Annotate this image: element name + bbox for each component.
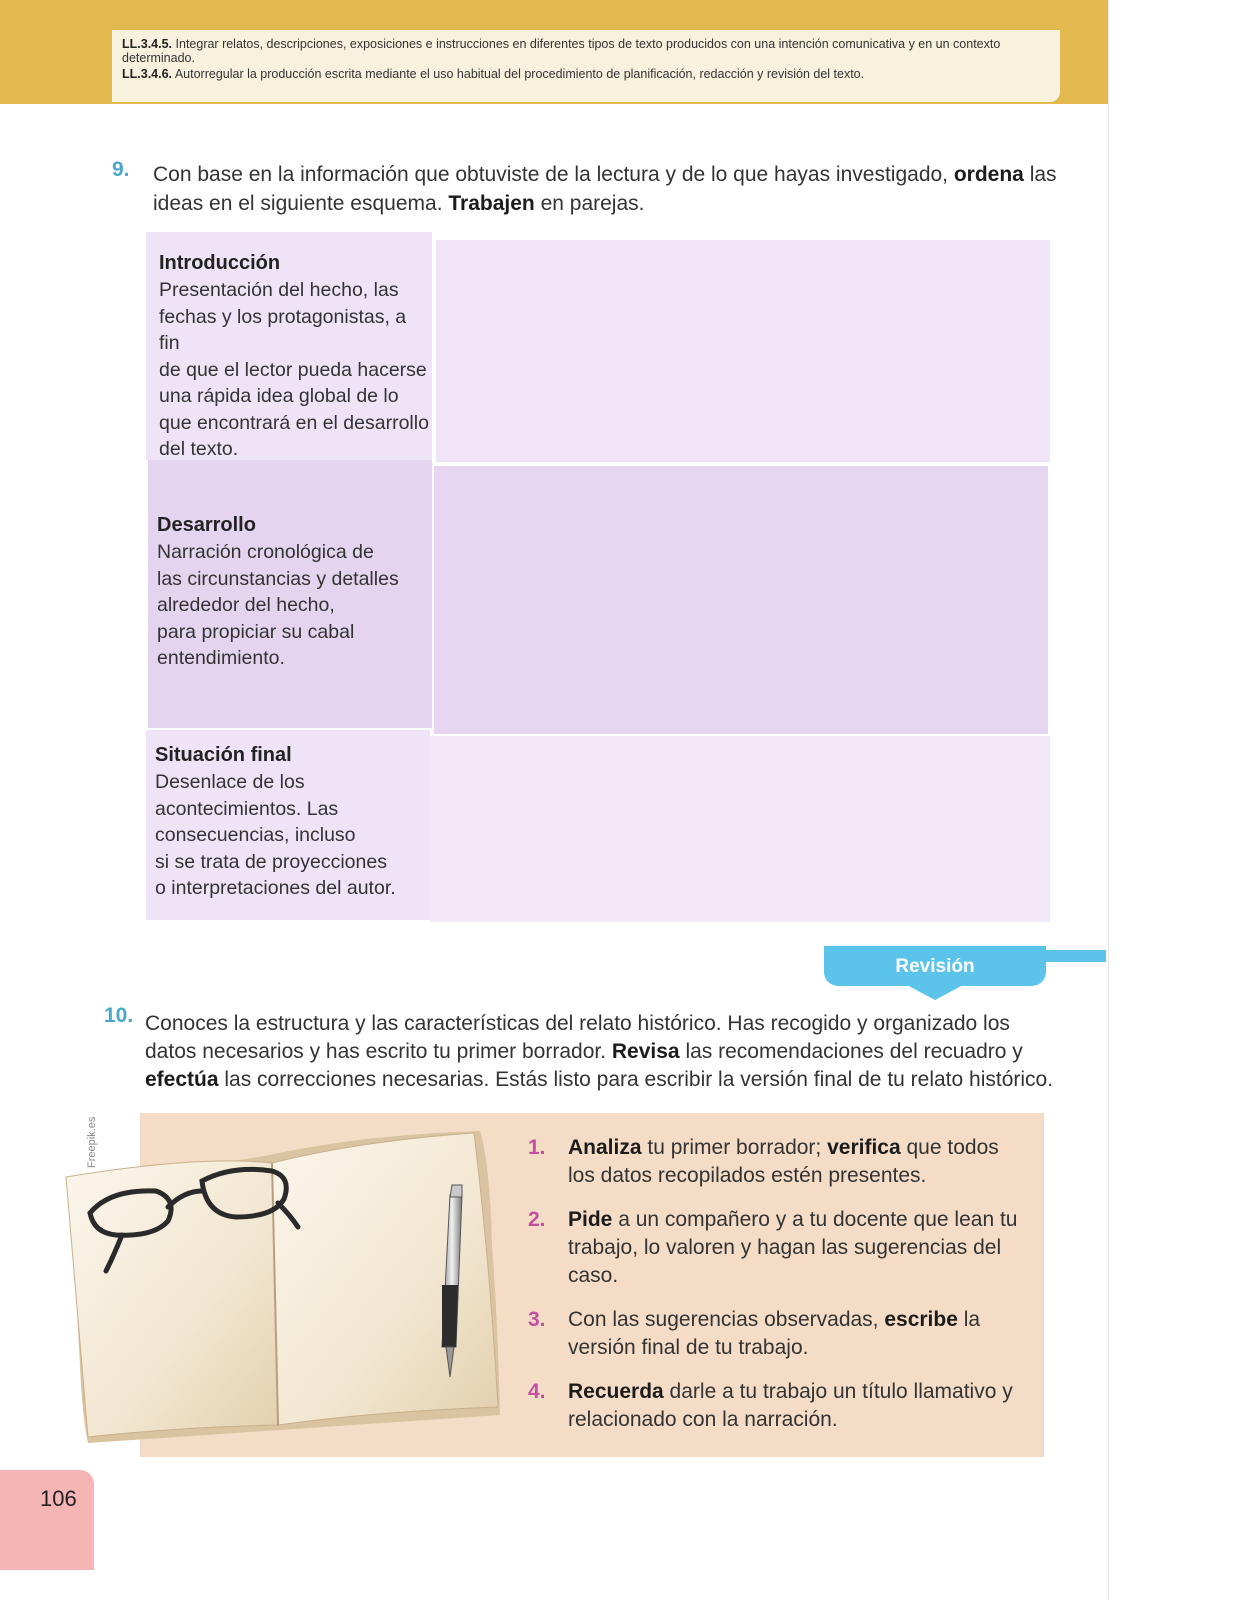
q10-text-part: las recomendaciones del recuadro y — [679, 1040, 1023, 1063]
scheme-answer-situacion-final[interactable] — [430, 736, 1050, 922]
skill-line-2 — [122, 67, 1050, 81]
scheme-label-desarrollo — [148, 460, 432, 728]
image-credit: Freepik.es — [86, 1116, 98, 1168]
step-keyword: verifica — [827, 1136, 901, 1159]
q10-text-part: Conoces la estructura y las características del relato histórico. Has recogido y organizado los datos necesarios y has escrito tu primer borrador. — [145, 1012, 1010, 1063]
skill-code: LL.3.4.6. — [122, 67, 173, 81]
page-margin — [1108, 0, 1236, 1600]
scheme-answer-desarrollo[interactable] — [434, 466, 1048, 734]
question-10-text — [145, 1010, 1055, 1094]
revision-tab-bar — [1044, 950, 1106, 962]
skill-line-1 — [122, 37, 1050, 65]
step-text: que todos los datos recopilados estén presentes. — [568, 1136, 999, 1187]
question-9-number: 9. — [112, 158, 130, 181]
revision-tab: Revisión — [824, 946, 1046, 986]
notebook-glasses-pen-illustration — [60, 1125, 506, 1450]
step-text: Con las sugerencias observadas, — [568, 1308, 885, 1331]
q9-keyword: ordena — [953, 163, 1024, 186]
scheme-description: Desenlace de los acontecimientos. Las consecuencias, incluso si se trata de proyecciones o interpretaciones del autor. — [155, 771, 396, 899]
scheme-description: Narración cronológica de las circunstancias y detalles alrededor del hecho, para propiciar su cabal entendimiento. — [157, 541, 399, 669]
step-keyword: Analiza — [568, 1136, 642, 1159]
step-text: darle a tu trabajo un título llamativo y relacionado con la narración. — [568, 1380, 1013, 1431]
review-step-3 — [520, 1306, 1020, 1362]
q9-keyword: Trabajen — [448, 192, 535, 215]
notebook-right-page — [272, 1133, 498, 1425]
step-number: 2. — [528, 1208, 546, 1231]
q9-text-part: Con base en la información que obtuviste de la lectura y de lo que hayas investigado, — [153, 163, 954, 186]
page-number-tab — [0, 1470, 94, 1570]
page-number: 106 — [40, 1486, 77, 1511]
q10-keyword: efectúa — [145, 1068, 219, 1091]
scheme-label-situacion-final — [146, 730, 430, 920]
revision-tab-pointer — [905, 984, 965, 1000]
review-steps-list — [520, 1134, 1020, 1450]
skill-code: LL.3.4.5. — [122, 37, 173, 51]
step-number: 3. — [528, 1308, 546, 1331]
review-step-2 — [520, 1206, 1020, 1290]
scheme-title: Desarrollo — [157, 514, 256, 536]
skill-text: Autorregular la producción escrita mediante el uso habitual del procedimiento de planificación, redacción y revisión del texto. — [174, 67, 865, 81]
review-step-4 — [520, 1378, 1020, 1434]
skills-box — [112, 30, 1060, 102]
story-structure-scheme — [146, 232, 1050, 922]
scheme-title: Situación final — [155, 744, 292, 766]
step-text: tu primer borrador; — [641, 1136, 828, 1159]
step-keyword: Recuerda — [568, 1380, 664, 1403]
scheme-label-introduccion — [146, 232, 432, 460]
q10-keyword: Revisa — [611, 1040, 680, 1063]
step-number: 1. — [528, 1136, 546, 1159]
q10-text-part: las correcciones necesarias. Estás listo para escribir la versión final de tu relato histórico. — [218, 1068, 1054, 1091]
scheme-answer-introduccion[interactable] — [436, 240, 1050, 462]
question-10-number: 10. — [104, 1004, 134, 1027]
step-keyword: escribe — [884, 1308, 958, 1331]
q9-text-part: las ideas en el siguiente esquema. — [153, 163, 1057, 215]
q9-text-part: en parejas. — [534, 192, 645, 215]
step-text: a un compañero y a tu docente que lean tu trabajo, lo valoren y hagan las sugerencias del caso. — [568, 1208, 1018, 1287]
step-keyword: Pide — [568, 1208, 613, 1231]
scheme-description: Presentación del hecho, las fechas y los protagonistas, a fin de que el lector pueda hacerse una rápida idea global de lo que encontrará en el desarrollo del texto. — [159, 279, 429, 460]
scheme-title: Introducción — [159, 252, 281, 274]
step-number: 4. — [528, 1380, 546, 1403]
question-9-text — [153, 160, 1058, 218]
skill-text: Integrar relatos, descripciones, exposiciones e instrucciones en diferentes tipos de texto producidos con una intención comunicativa y en un contexto determinado. — [122, 37, 1001, 65]
page-bottom-margin — [0, 1570, 1108, 1600]
step-text: la versión final de tu trabajo. — [568, 1308, 981, 1359]
review-step-1 — [520, 1134, 1020, 1190]
